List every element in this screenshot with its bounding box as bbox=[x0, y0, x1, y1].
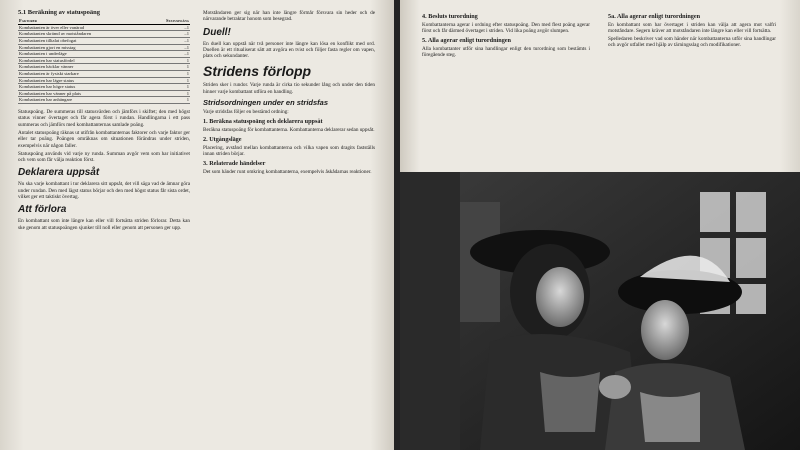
heading-duell: Duell! bbox=[203, 26, 231, 38]
step-1-title: 1. Beräkna statuspoäng och deklarera uppsåt bbox=[203, 118, 323, 126]
step-4-text: Kombattanterna agerar i ordning efter statuspoäng. Den med flest poäng agerar först och får därmed övertaget i striden. Vid lika poäng avgör slumpen. bbox=[422, 21, 590, 34]
table-title: 5.1 Beräkning av statuspoäng bbox=[18, 9, 100, 16]
step-5a-text: En kombattant som har övertaget i striden kan välja att agera mot valfri motståndare. Segern kräver att motståndaren inte längre kan eller vill fortsätta. bbox=[608, 21, 776, 34]
table-cell-factor: Kombattanten gjort en misstag bbox=[18, 44, 147, 51]
table-row bbox=[18, 71, 190, 78]
table-row bbox=[18, 31, 190, 38]
table-row bbox=[18, 64, 190, 71]
paragraph: Nu ska varje kombattant i tur deklarera sitt uppsåt, det vill säga vad de ämnar göra under rundan. Den med lägst status börjar och den med högst status får sista ordet, vilket ger ett taktiskt övertag. bbox=[18, 181, 190, 200]
paragraph: Motståndaren ger sig när han inte längre förmår försvara sin heder och de närvarande betraktar honom som besegrad. bbox=[203, 10, 375, 23]
table-cell-factor: Kombattanten i underläge bbox=[18, 51, 147, 58]
paragraph: Statuspoäng används vid varje ny runda. Summan avgör vem som har initiativet och vem som får välja reaktion först. bbox=[18, 150, 190, 164]
table-row bbox=[18, 77, 190, 84]
table-cell-points: –1 bbox=[147, 51, 190, 58]
table-row bbox=[18, 51, 190, 58]
status-table bbox=[18, 18, 190, 104]
step-4-title: 4. Besluts turordning bbox=[422, 13, 478, 20]
table-cell-points: 1 bbox=[147, 57, 190, 64]
left-column-1 bbox=[18, 10, 190, 233]
right-page bbox=[400, 0, 800, 450]
table-cell-points: 1 bbox=[147, 97, 190, 104]
heading-stridens-forlopp: Stridens förlopp bbox=[203, 63, 312, 80]
table-cell-factor: Kombattanten är fysiskt starkare bbox=[18, 71, 147, 78]
table-cell-factor: Kombattanten är över eller vanärad bbox=[18, 24, 147, 31]
table-cell-points: –1 bbox=[147, 38, 190, 45]
paragraph: En kombattant som inte längre kan eller vill fortsätta striden förlorar. Detta kan ske genom att statuspoängen sjunker till noll eller genom att personen ger upp. bbox=[18, 218, 190, 231]
table-cell-points: 1 bbox=[147, 71, 190, 78]
right-column-1 bbox=[422, 10, 590, 60]
step-2-text: Placering, avstånd mellan kombattanterna och vilka vapen som dragits fastställs innan striden börjar. bbox=[203, 144, 375, 157]
paragraph: Striden sker i rundor. Varje runda är cirka tio sekunder lång och under den tiden hinner varje kombattant utföra en handling. bbox=[203, 82, 375, 95]
step-3-text: Det som händer runt omkring kombattanterna, exempelvis åskådarnas reaktioner. bbox=[203, 168, 372, 175]
table-row bbox=[18, 97, 190, 104]
step-2-title: 2. Utgångsläge bbox=[203, 136, 242, 144]
step-5-title: 5. Alla agerar enligt turordningen bbox=[422, 37, 511, 45]
table-cell-factor: Kombattanten tilltalat obefogat bbox=[18, 38, 147, 45]
left-column-2 bbox=[203, 10, 375, 177]
step-5a-title: 5a. Alla agerar enligt turordningen bbox=[608, 13, 701, 20]
step-3-title: 3. Relaterade händelser bbox=[203, 160, 266, 168]
table-cell-factor: Kombattanten har högre status bbox=[18, 84, 147, 91]
table-cell-factor: Kombattanten häcklar vänner bbox=[18, 64, 147, 71]
table-row bbox=[18, 84, 190, 91]
step-5-text: Alla kombattanter utför sina handlingar enligt den turordning som bestämts i föregående steg. bbox=[422, 45, 590, 58]
right-column-2 bbox=[608, 10, 776, 51]
table-header-factor: Faktorer bbox=[18, 18, 147, 24]
table-cell-points: –1 bbox=[147, 44, 190, 51]
paragraph: Varje stridsfas följer en bestämd ordning: bbox=[203, 109, 289, 116]
table-cell-factor: Kombattanten har statusfördel bbox=[18, 57, 147, 64]
table-row bbox=[18, 38, 190, 45]
table-row bbox=[18, 90, 190, 97]
table-cell-points: –1 bbox=[147, 31, 190, 38]
paragraph: Antalet statuspoäng räknas ut utifrån kombattanternas faktorer och varje faktor ger eller tar poäng. Poängen omräknas om situationen förändras under striden, exempelvis när någon faller. bbox=[18, 129, 190, 149]
table-cell-factor: Kombattanten har anhängare bbox=[18, 97, 147, 104]
table-cell-factor: Kombattanten har vänner på plats bbox=[18, 90, 147, 97]
table-row bbox=[18, 44, 190, 51]
table-cell-points: –1 bbox=[147, 24, 190, 31]
table-row bbox=[18, 24, 190, 31]
table-cell-points: 1 bbox=[147, 64, 190, 71]
table-header-points: Statuspoäng bbox=[147, 18, 190, 24]
table-cell-points: 1 bbox=[147, 77, 190, 84]
table-cell-points: 1 bbox=[147, 84, 190, 91]
heading-att-forlora: Att förlora bbox=[18, 204, 67, 216]
table-row bbox=[18, 57, 190, 64]
heading-deklarera: Deklarera uppsåt bbox=[18, 167, 100, 179]
heading-stridsordningen: Stridsordningen under en stridsfas bbox=[203, 98, 329, 108]
table-cell-factor: Kombattanten har lägre status bbox=[18, 77, 147, 84]
paragraph: En duell kan uppstå när två personer inte längre kan lösa en konflikt med ord. Duellen är ett ritualiserat sätt att avgöra en tvist och följer fasta regler om vapen, plats och sekundanter. bbox=[203, 40, 375, 60]
paragraph: Statuspoäng. De summeras till statusvärden och jämförs i skiftet; den med högst status vinner övertaget och får agera först i rundan. Handlingarna i ett pass summeras och jämförs med kombattanternas samlade poäng. bbox=[18, 109, 190, 128]
duel-illustration-icon bbox=[400, 172, 800, 450]
step-1-text: Beräkna statuspoäng för kombattanterna. Kombattanterna deklarerar sedan uppsåt. bbox=[203, 126, 375, 133]
left-page bbox=[0, 0, 394, 450]
table-cell-points: 1 bbox=[147, 90, 190, 97]
step-5a-text-2: Spelledaren beskriver vad som händer när kombattanterna utför sina handlingar och avgör utfallet med hjälp av tärningsslag och modifikationer. bbox=[608, 36, 776, 49]
table-cell-factor: Kombattanten skrämd av motståndaren bbox=[18, 31, 147, 38]
